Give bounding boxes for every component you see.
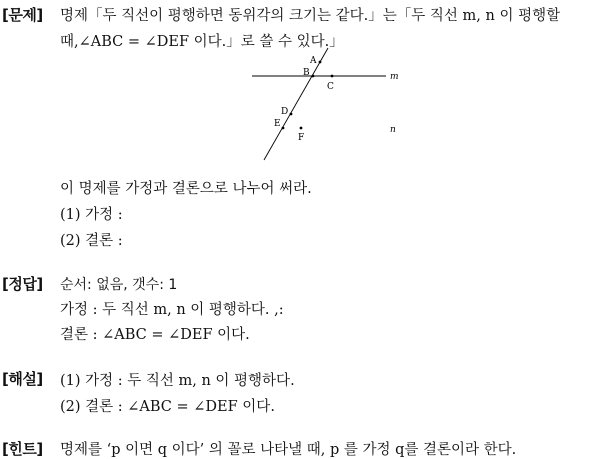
- label-c: C: [327, 82, 334, 92]
- explanation-line-1: (1) 가정 : 두 직선 m, n 이 평행하다.: [60, 373, 295, 389]
- point-a: [319, 61, 322, 64]
- explanation-line-2: (2) 결론 : ∠ABC = ∠DEF 이다.: [60, 399, 275, 415]
- label-e: E: [274, 119, 281, 129]
- problem-statement-line-2: 때,∠ABC = ∠DEF 이다.」로 쓸 수 있다.」: [60, 34, 344, 50]
- problem-q2: (2) 결론 :: [60, 233, 123, 249]
- point-b: [312, 75, 315, 78]
- label-d: D: [281, 107, 289, 117]
- problem-tag: [문제]: [2, 6, 43, 24]
- answer-tag: [정답]: [2, 275, 43, 293]
- transversal-line: [264, 48, 328, 160]
- label-m: m: [390, 72, 399, 82]
- label-n: n: [390, 125, 396, 135]
- explanation-tag: [해설]: [2, 370, 43, 388]
- point-c: [331, 75, 334, 78]
- point-d: [290, 113, 293, 116]
- problem-instruction: 이 명제를 가정과 결론으로 나누어 써라.: [60, 181, 312, 197]
- answer-conclusion: 결론 : ∠ABC = ∠DEF 이다.: [60, 327, 250, 343]
- point-e: [282, 127, 285, 130]
- answer-hypothesis: 가정 : 두 직선 m, n 이 평행하다. ,:: [60, 302, 284, 318]
- label-b: B: [303, 68, 310, 78]
- problem-q1: (1) 가정 :: [60, 207, 123, 223]
- hint-tag: [힌트]: [2, 440, 43, 458]
- answer-meta: 순서: 없음, 갯수: 1: [60, 277, 178, 293]
- point-f: [300, 127, 303, 130]
- parallel-lines-figure: [248, 46, 418, 164]
- problem-statement-line-1: 명제「두 직선이 평행하면 동위각의 크기는 같다.」는「두 직선 m, n 이 평행할: [60, 8, 561, 24]
- label-f: F: [298, 133, 305, 143]
- label-a: A: [310, 56, 317, 66]
- hint-line: 명제를 ‘p 이면 q 이다’ 의 꼴로 나타낼 때, p 를 가정 q를 결론이라 한다.: [60, 442, 517, 458]
